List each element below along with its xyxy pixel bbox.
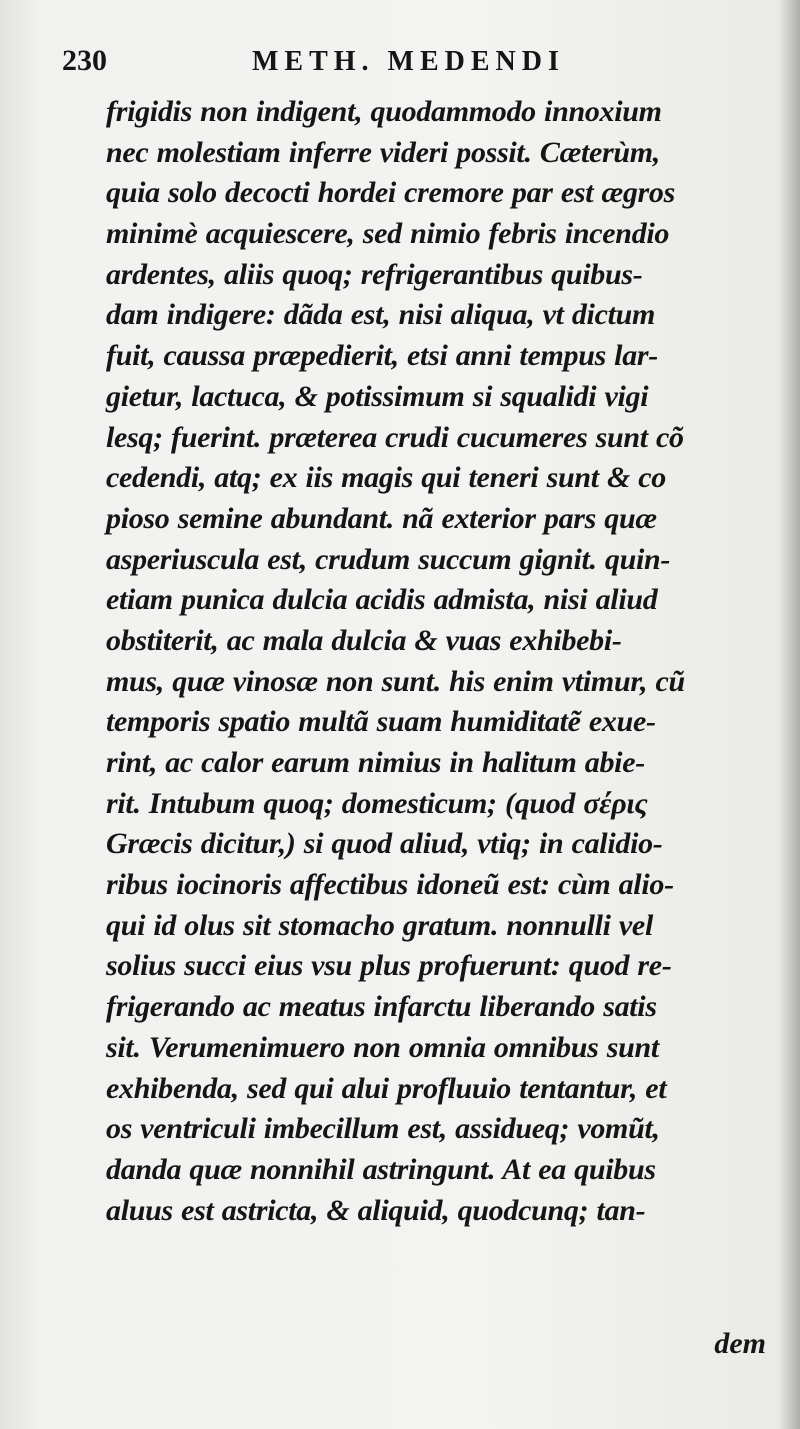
text-line: frigidis non indigent, quodammodo innoxium bbox=[106, 95, 662, 128]
page-header bbox=[62, 44, 622, 88]
text-line: Græcis dicitur,) si quod aliud, vtiq; in calidio- bbox=[106, 827, 663, 861]
text-line: rint, ac calor earum nimius in halitum abie- bbox=[106, 746, 645, 779]
text-line: nec molestiam inferre videri possit. Cæterùm, bbox=[106, 135, 660, 169]
text-line: gietur, lactuca, & potissimum si squalidi vigi bbox=[106, 379, 649, 413]
text-line: etiam punica dulcia acidis admista, nisi aliud bbox=[106, 583, 658, 617]
text-line: exhibenda, sed qui alui profluuio tentantur, et bbox=[106, 1071, 667, 1105]
text-line: cedendi, atq; ex iis magis qui teneri sunt & co bbox=[106, 461, 666, 495]
catchword-area bbox=[106, 1324, 766, 1364]
text-line: mus, quæ vinosæ non sunt. his enim vtimur, cũ bbox=[106, 664, 685, 698]
running-head: METH. MEDENDI bbox=[252, 46, 565, 77]
text-line: pioso semine abundant. nã exterior pars quæ bbox=[106, 501, 657, 535]
text-line: qui id olus sit stomacho gratum. nonnulli vel bbox=[106, 908, 653, 942]
text-line: fuit, caussa præpedierit, etsi anni tempus lar- bbox=[106, 339, 658, 373]
text-line: quia solo decocti hordei cremore par est ægros bbox=[106, 176, 676, 210]
text-line: frigerando ac meatus infarctu liberando satis bbox=[106, 990, 657, 1024]
text-line: lesq; fuerint. præterea crudi cucumeres sunt cõ bbox=[106, 420, 684, 454]
text-line: sit. Verumenimuero non omnia omnibus sunt bbox=[106, 1030, 659, 1064]
text-line: asperiuscula est, crudum succum gignit. quin- bbox=[106, 542, 671, 576]
text-line: solius succi eius vsu plus profuerunt: quod re- bbox=[106, 949, 672, 983]
text-line: ribus iocinoris affectibus idoneũ est: cùm alio- bbox=[106, 868, 674, 902]
page-number: 230 bbox=[62, 44, 107, 77]
text-line: obstiterit, ac mala dulcia & vuas exhibebi- bbox=[106, 623, 622, 657]
text-line: dam indigere: dãda est, nisi aliqua, vt dictum bbox=[106, 298, 656, 332]
text-line: danda quæ nonnihil astringunt. At ea quibus bbox=[106, 1152, 656, 1186]
text-line: aluus est astricta, & aliquid, quodcunq; tan- bbox=[106, 1193, 646, 1227]
text-line: temporis spatio multã suam humiditatẽ exue- bbox=[106, 705, 656, 739]
text-line: os ventriculi imbecillum est, assidueq; vomũt, bbox=[106, 1112, 660, 1146]
text-line: minimè acquiescere, sed nimio febris incendio bbox=[106, 217, 670, 251]
gutter-shadow bbox=[778, 0, 800, 1429]
text-line: ardentes, aliis quoq; refrigerantibus quibus- bbox=[106, 257, 643, 291]
text-block bbox=[106, 92, 766, 1231]
catchword: dem bbox=[714, 1327, 766, 1360]
text-line: rit. Intubum quoq; domesticum; (quod σέρις bbox=[106, 786, 648, 820]
